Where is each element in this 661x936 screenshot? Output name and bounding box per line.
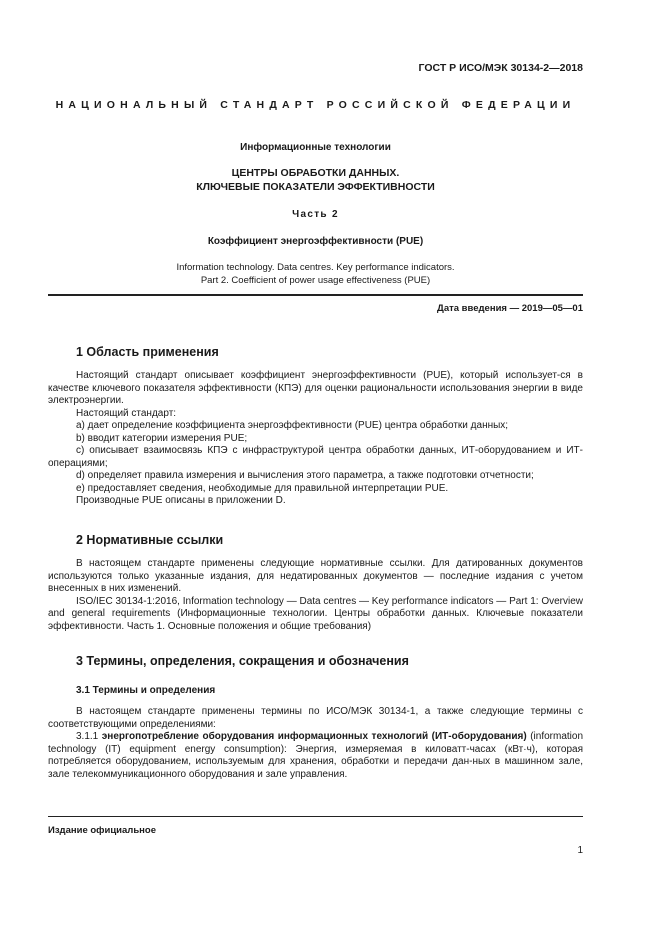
section1-heading: 1 Область применения	[76, 345, 219, 359]
term-3-1-1	[48, 731, 583, 781]
title-english-line1: Information technology. Data centres. Key performance indicators.	[176, 262, 455, 273]
section3-heading: 3 Термины, определения, сокращения и обозначения	[76, 654, 409, 668]
title-subtitle: Коэффициент энергоэффективности (PUE)	[207, 236, 424, 247]
term-name: энергопотребление оборудования информационных технологий (ИТ-оборудования)	[101, 731, 527, 742]
section2-paragraph1: В настоящем стандарте применены следующие нормативные ссылки. Для датированных документов используются только указанные издания, для недатированных документов — последние издания с учетом внесенных в них изменений.	[48, 558, 583, 594]
title-english-line2: Part 2. Coefficient of power usage effectiveness (PUE)	[200, 275, 431, 286]
section1-paragraph3: Производные PUE описаны в приложении D.	[76, 495, 286, 506]
term-number: 3.1.1	[76, 731, 99, 742]
section3-body	[48, 706, 583, 781]
section1-item-d: d) определяет правила измерения и вычисления этого параметра, а также подготовки отчетности;	[76, 470, 534, 481]
term-definition: (information technology (IT) equipment energy consumption): Энергия, измеряемая в киловатт-часах (кВт·ч), которая потребляется оборудованием, используемым для хранения, обработки и передачи дан-ных в машинном зале, зале телекоммуникационного оборудования и зале управления.	[48, 731, 584, 780]
title-english	[48, 261, 583, 287]
title-divider	[48, 294, 583, 296]
section1-item-c: c) описывает взаимосвязь КПЭ с инфраструктурой центра обработки данных, ИТ-оборудованием и ИТ-операциями;	[48, 445, 583, 469]
section3-subheading: 3.1 Термины и определения	[76, 685, 216, 696]
title-domain: Информационные технологии	[240, 142, 391, 153]
introduction-date: Дата введения — 2019—05—01	[437, 303, 583, 314]
national-standard-banner: НАЦИОНАЛЬНЫЙ СТАНДАРТ РОССИЙСКОЙ ФЕДЕРАЦИИ	[55, 99, 576, 111]
section2-heading: 2 Нормативные ссылки	[76, 533, 224, 547]
section2-body	[48, 558, 583, 633]
section1-item-e: e) предоставляет сведения, необходимые для правильной интерпретации PUE.	[76, 482, 449, 494]
section3-paragraph1: В настоящем стандарте применены термины по ИСО/МЭК 30134-1, а также следующие термины с соответствующими определениями:	[48, 706, 583, 730]
title-main-line1: ЦЕНТРЫ ОБРАБОТКИ ДАННЫХ.	[231, 167, 400, 179]
title-main-line2: КЛЮЧЕВЫЕ ПОКАЗАТЕЛИ ЭФФЕКТИВНОСТИ	[196, 181, 435, 193]
page-number: 1	[577, 845, 583, 856]
document-code: ГОСТ Р ИСО/МЭК 30134-2—2018	[418, 62, 583, 74]
section1-paragraph2: Настоящий стандарт:	[76, 407, 177, 419]
section1-item-a: a) дает определение коэффициента энергоэффективности (PUE) центра обработки данных;	[76, 420, 509, 431]
section1-item-b: b) вводит категории измерения PUE;	[76, 432, 248, 444]
section1-body	[48, 370, 583, 508]
section1-paragraph1: Настоящий стандарт описывает коэффициент энергоэффективности (PUE), который использует-ся в качестве ключевого показателя эффективности (КПЭ) для оценки рациональности использования энергии в виде электроэнергии.	[48, 370, 583, 406]
title-main	[48, 166, 583, 194]
footer-divider	[48, 816, 583, 817]
edition-note: Издание официальное	[48, 825, 156, 836]
section2-paragraph2: ISO/IEC 30134-1:2016, Information technology — Data centres — Key performance indicators — Part 1: Overview and general requirements (Информационные технологии. Центры обработки данных. Ключевые показатели эффективности. Часть 1. Основные положения и общие требования)	[48, 595, 583, 632]
title-part: Часть 2	[292, 209, 339, 220]
